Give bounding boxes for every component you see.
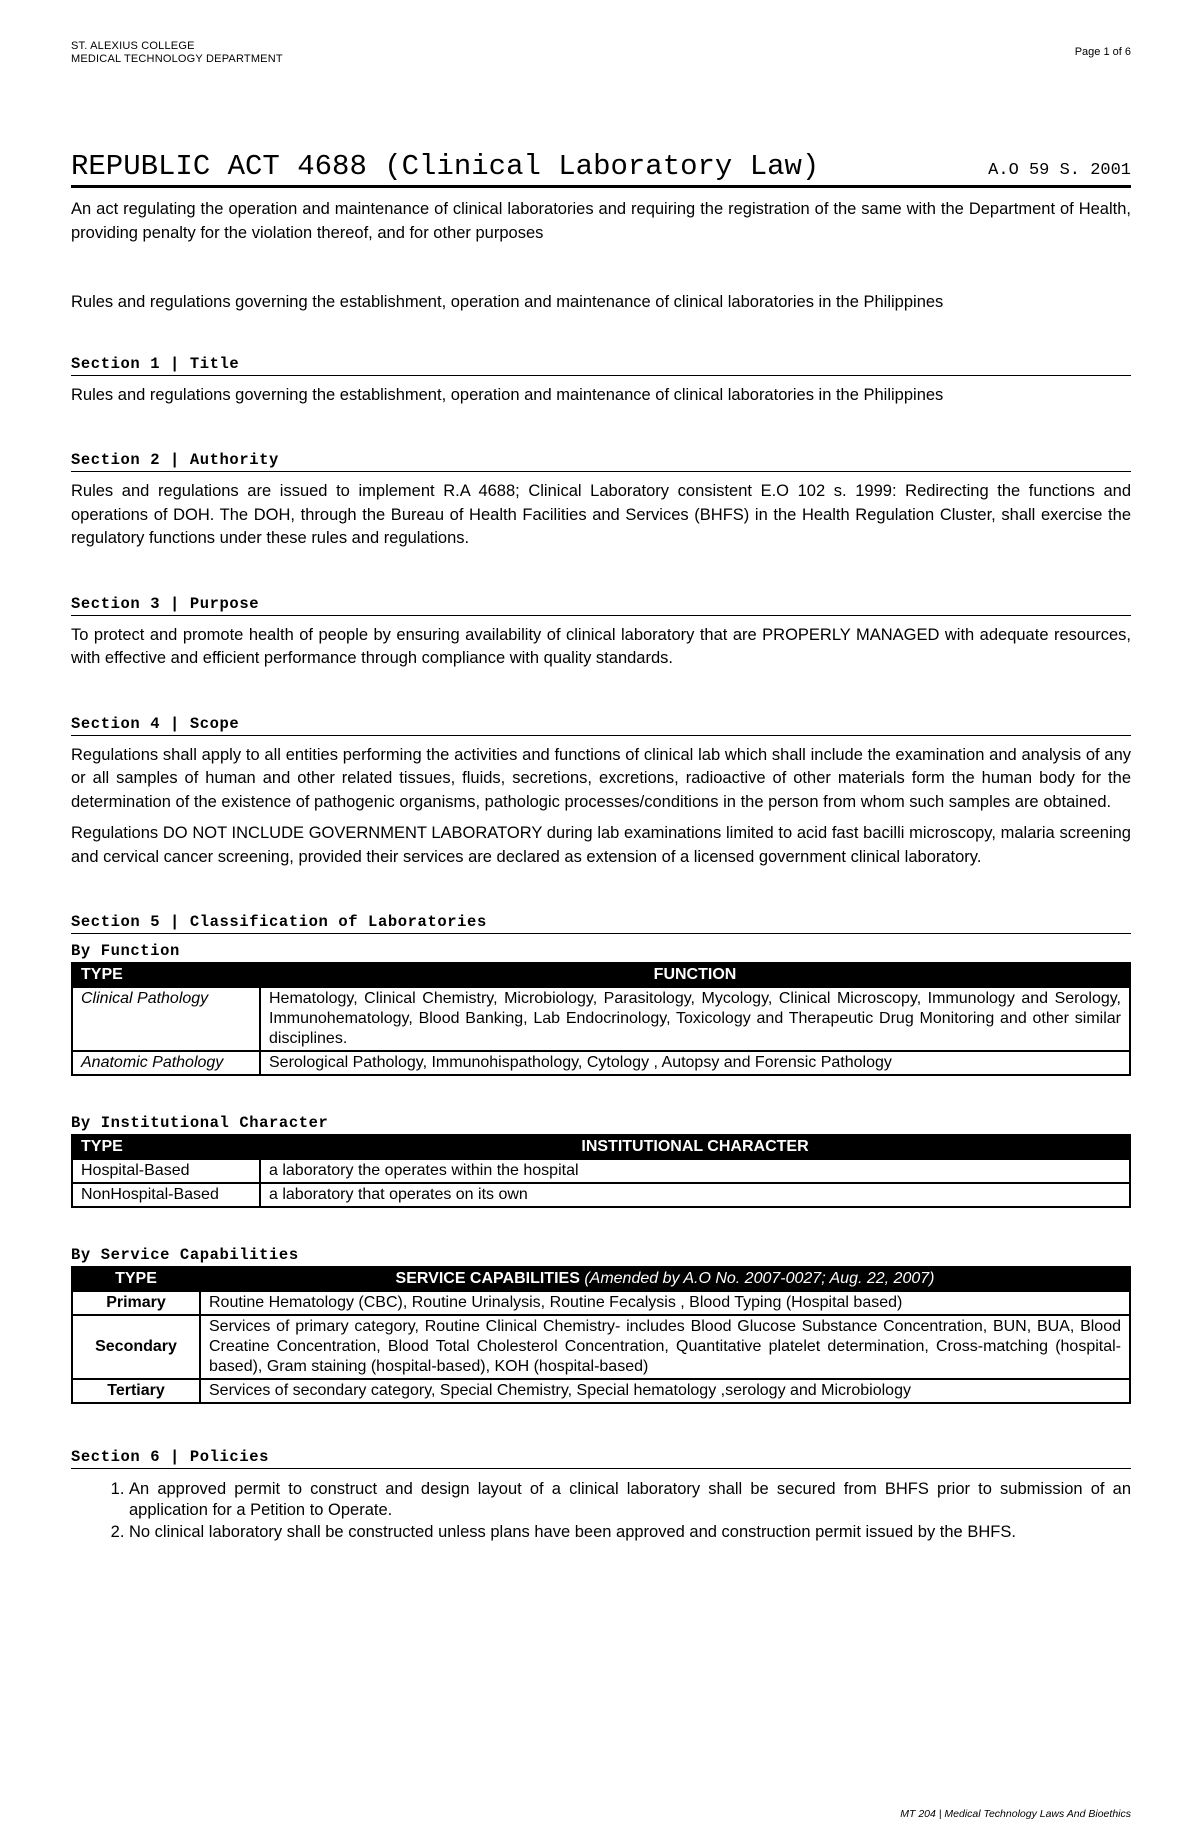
function-cell: Hematology, Clinical Chemistry, Microbiology, Parasitology, Mycology, Clinical Microscopy, Immunology and Serology, Immunohematology, Blood Banking, Lab Endocrinology, Toxicology and Therapeutic Drug Monitoring and other similar disciplines. [260, 987, 1130, 1051]
page-footer: MT 204 | Medical Technology Laws And Bioethics [900, 1808, 1131, 1820]
institution-table [71, 1134, 1131, 1208]
by-function-label: By Function [71, 942, 180, 960]
column-header-type: TYPE [72, 963, 260, 987]
table-row [72, 1379, 1130, 1403]
section-2-heading: Section 2 | Authority [71, 451, 1131, 472]
table-row [72, 987, 1130, 1051]
act-description: An act regulating the operation and maintenance of clinical laboratories and requiring the registration of the same with the Department of Health, providing penalty for the violation thereof, and for other purposes [71, 200, 1131, 242]
type-cell: Anatomic Pathology [72, 1051, 260, 1075]
section-1-heading: Section 1 | Title [71, 355, 1131, 376]
page-number: Page 1 of 6 [1074, 46, 1131, 58]
list-item: 2. No clinical laboratory shall be constructed unless plans have been approved and construction permit issued by the BHFS. [129, 1522, 1131, 1543]
document-page [71, 40, 1131, 1820]
column-header-function: FUNCTION [260, 963, 1130, 987]
column-header-type: TYPE [72, 1135, 260, 1159]
section-4-heading: Section 4 | Scope [71, 715, 1131, 736]
school-line-1: ST. ALEXIUS COLLEGE [71, 40, 195, 52]
section-6-heading: Section 6 | Policies [71, 1448, 1131, 1469]
section-2-text: Rules and regulations are issued to implement R.A 4688; Clinical Laboratory consistent E.O 102 s. 1999: Redirecting the functions and operations of DOH. The DOH, through the Bureau of Health Facilities and Services (BHFS) in the Health Regulation Cluster, shall exercise the regulatory functions under these rules and regulations. [71, 482, 1131, 547]
table-header-row [72, 1135, 1130, 1159]
school-line-2: MEDICAL TECHNOLOGY DEPARTMENT [71, 53, 283, 65]
service-table [71, 1266, 1131, 1404]
section-4-text-1: Regulations shall apply to all entities performing the activities and functions of clinical lab which shall include the examination and analysis of any or all samples of human and other related tissues, fluids, secretions, excretions, radioactive of other materials form the human body for the determination of the existence of pathogenic organisms, pathologic processes/conditions in the person from whom such samples are obtained. [71, 745, 1131, 811]
policies-list [71, 1479, 1131, 1543]
type-cell: Secondary [72, 1315, 200, 1379]
function-table [71, 962, 1131, 1076]
capability-cell: Routine Hematology (CBC), Routine Urinalysis, Routine Fecalysis , Blood Typing (Hospital based) [200, 1291, 1130, 1315]
type-cell: Tertiary [72, 1379, 200, 1403]
section-3-text: To protect and promote health of people by ensuring availability of clinical laboratory that are PROPERLY MANAGED with adequate resources, with effective and efficient performance through compliance with quality standards. [71, 625, 1131, 667]
table-row [72, 1183, 1130, 1207]
section-4-text-2: Regulations DO NOT INCLUDE GOVERNMENT LABORATORY during lab examinations limited to acid fast bacilli microscopy, malaria screening and cervical cancer screening, provided their services are declared as extension of a licensed government clinical laboratory. [71, 824, 1131, 866]
school-name [71, 40, 1131, 66]
section-5-heading: Section 5 | Classification of Laboratories [71, 913, 1131, 934]
type-cell: Primary [72, 1291, 200, 1315]
document-title: REPUBLIC ACT 4688 (Clinical Laboratory Law) [71, 150, 820, 183]
table-row [72, 1291, 1130, 1315]
rules-description: Rules and regulations governing the establishment, operation and maintenance of clinical laboratories in the Philippines [71, 293, 944, 311]
table-row [72, 1159, 1130, 1183]
type-cell: NonHospital-Based [72, 1183, 260, 1207]
title-row [71, 150, 1131, 188]
capability-cell: Services of secondary category, Special Chemistry, Special hematology ,serology and Microbiology [200, 1379, 1130, 1403]
page-header [71, 40, 1131, 150]
table-row [72, 1315, 1130, 1379]
administrative-order-ref: A.O 59 S. 2001 [988, 161, 1131, 180]
list-item: 1. An approved permit to construct and design layout of a clinical laboratory shall be secured from BHFS prior to submission of an application for a Petition to Operate. [129, 1479, 1131, 1521]
column-header-type: TYPE [72, 1267, 200, 1291]
column-header-institutional-character: INSTITUTIONAL CHARACTER [260, 1135, 1130, 1159]
by-service-label: By Service Capabilities [71, 1246, 299, 1264]
type-cell: Hospital-Based [72, 1159, 260, 1183]
amendment-note: (Amended by A.O No. 2007-0027; Aug. 22, 2007) [584, 1270, 935, 1287]
section-3-heading: Section 3 | Purpose [71, 595, 1131, 616]
function-cell: Serological Pathology, Immunohispathology, Cytology , Autopsy and Forensic Pathology [260, 1051, 1130, 1075]
column-header-service-capabilities [200, 1267, 1130, 1291]
capability-cell: Services of primary category, Routine Clinical Chemistry- includes Blood Glucose Substance Concentration, BUN, BUA, Blood Creatine Concentration, Blood Total Cholesterol Concentration, Quantitative platelet determination, Cross-matching (hospital-based), Gram staining (hospital-based), KOH (hospital-based) [200, 1315, 1130, 1379]
by-institution-label: By Institutional Character [71, 1114, 329, 1132]
type-cell: Clinical Pathology [72, 987, 260, 1051]
character-cell: a laboratory that operates on its own [260, 1183, 1130, 1207]
character-cell: a laboratory the operates within the hospital [260, 1159, 1130, 1183]
table-header-row [72, 963, 1130, 987]
table-row [72, 1051, 1130, 1075]
service-capabilities-title: SERVICE CAPABILITIES [395, 1270, 580, 1287]
table-header-row [72, 1267, 1130, 1291]
section-1-text: Rules and regulations governing the establishment, operation and maintenance of clinical laboratories in the Philippines [71, 385, 944, 404]
